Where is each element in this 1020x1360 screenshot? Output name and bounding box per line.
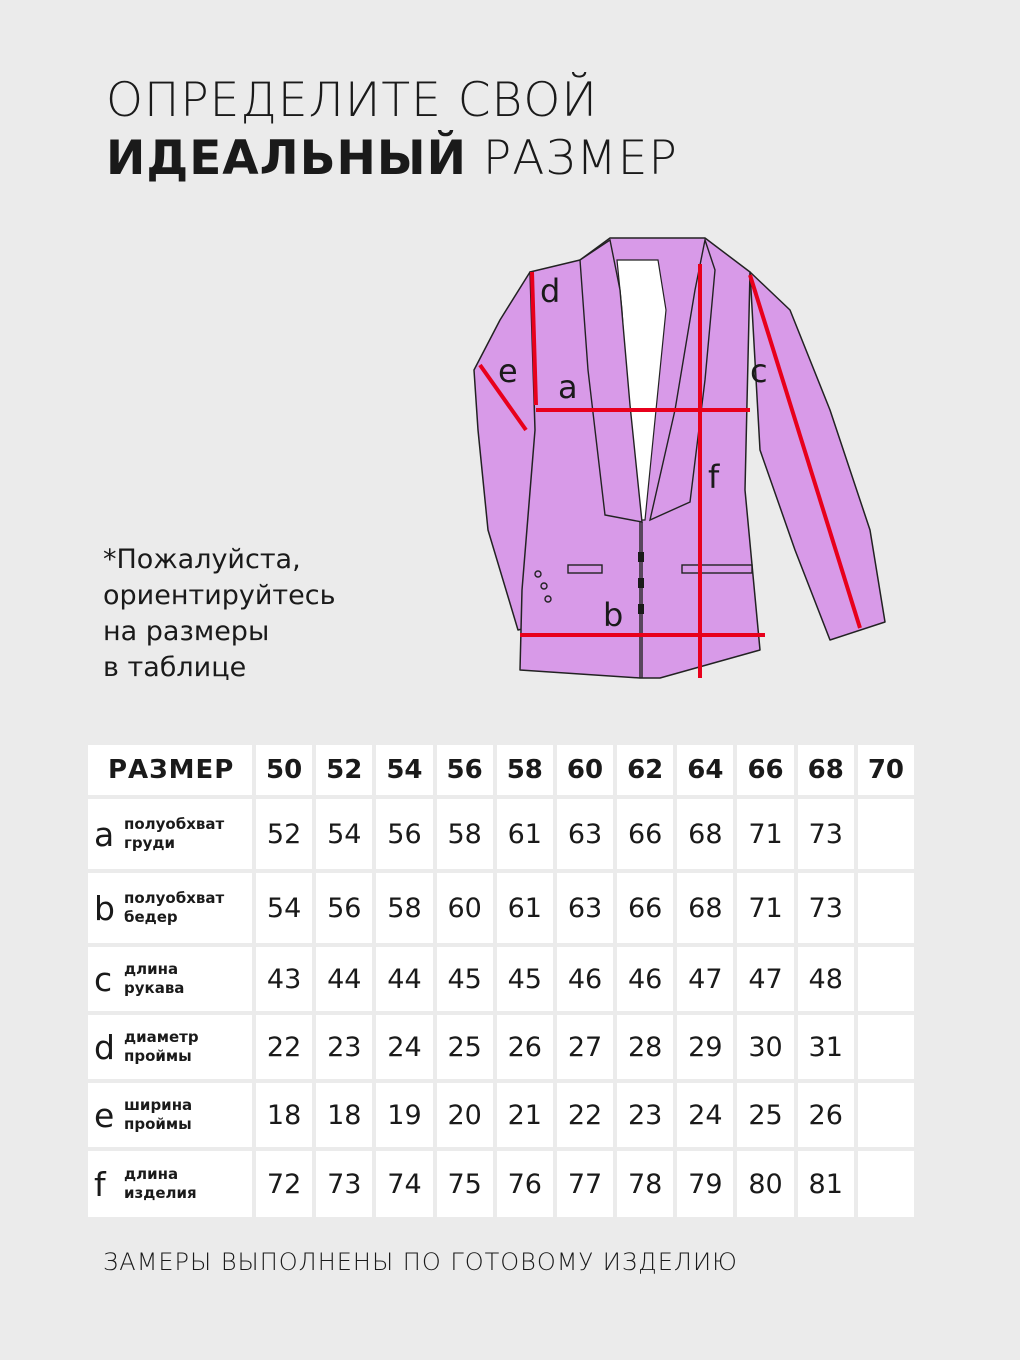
table-cell: 80 — [737, 1151, 793, 1217]
table-cell: 73 — [316, 1151, 372, 1217]
row-description: длина изделия — [124, 1165, 197, 1202]
size-header-cell: 64 — [677, 745, 733, 795]
table-cell: 24 — [677, 1083, 733, 1147]
size-header-cell: 62 — [617, 745, 673, 795]
row-description: полуобхват бедер — [124, 889, 225, 926]
table-cell: 24 — [376, 1015, 432, 1079]
table-cell — [858, 799, 914, 869]
table-cell: 52 — [256, 799, 312, 869]
row-description: диаметр проймы — [124, 1028, 199, 1065]
row-label-b — [88, 873, 252, 943]
title-rest-word: РАЗМЕР — [482, 131, 678, 186]
table-cell: 68 — [677, 873, 733, 943]
title-line-2 — [106, 130, 678, 188]
size-header-cell: 58 — [497, 745, 553, 795]
row-letter: b — [94, 888, 115, 928]
row-label-a — [88, 799, 252, 869]
table-cell: 43 — [256, 947, 312, 1011]
table-cell: 66 — [617, 799, 673, 869]
table-cell: 30 — [737, 1015, 793, 1079]
size-header-cell: 54 — [376, 745, 432, 795]
size-header-cell: 68 — [798, 745, 854, 795]
row-label-e — [88, 1083, 252, 1147]
row-label-c — [88, 947, 252, 1011]
table-cell: 29 — [677, 1015, 733, 1079]
row-letter: a — [94, 814, 115, 854]
table-cell — [858, 1083, 914, 1147]
row-label-f — [88, 1151, 252, 1217]
table-cell: 46 — [617, 947, 673, 1011]
title-bold-word: ИДЕАЛЬНЫЙ — [106, 131, 467, 186]
size-header-cell: 52 — [316, 745, 372, 795]
title-line-1: ОПРЕДЕЛИТЕ СВОЙ — [106, 73, 598, 128]
table-cell: 25 — [737, 1083, 793, 1147]
row-letter: f — [94, 1164, 106, 1204]
table-cell: 61 — [497, 873, 553, 943]
right-sleeve — [750, 272, 885, 640]
table-cell: 45 — [497, 947, 553, 1011]
table-cell: 27 — [557, 1015, 613, 1079]
footer-note: ЗАМЕРЫ ВЫПОЛНЕНЫ ПО ГОТОВОМУ ИЗДЕЛИЮ — [103, 1248, 738, 1276]
size-header-cell: 50 — [256, 745, 312, 795]
table-cell: 78 — [617, 1151, 673, 1217]
table-cell: 31 — [798, 1015, 854, 1079]
label-b: b — [603, 596, 624, 634]
table-cell: 74 — [376, 1151, 432, 1217]
table-cell: 22 — [557, 1083, 613, 1147]
table-cell: 71 — [737, 799, 793, 869]
label-f: f — [708, 458, 720, 496]
table-cell: 46 — [557, 947, 613, 1011]
table-cell: 60 — [437, 873, 493, 943]
row-letter: e — [94, 1095, 115, 1135]
table-header-label: РАЗМЕР — [88, 745, 252, 795]
table-cell: 66 — [617, 873, 673, 943]
label-c: c — [750, 352, 768, 390]
label-a: a — [558, 368, 578, 406]
table-cell: 20 — [437, 1083, 493, 1147]
table-cell — [858, 947, 914, 1011]
table-cell: 26 — [798, 1083, 854, 1147]
size-header-cell: 66 — [737, 745, 793, 795]
table-cell: 63 — [557, 799, 613, 869]
table-cell: 54 — [316, 799, 372, 869]
table-cell: 72 — [256, 1151, 312, 1217]
table-cell: 71 — [737, 873, 793, 943]
table-cell: 73 — [798, 873, 854, 943]
table-cell: 19 — [376, 1083, 432, 1147]
table-cell: 56 — [316, 873, 372, 943]
table-cell: 58 — [376, 873, 432, 943]
table-cell — [858, 1015, 914, 1079]
table-cell: 28 — [617, 1015, 673, 1079]
table-cell: 26 — [497, 1015, 553, 1079]
table-cell: 45 — [437, 947, 493, 1011]
row-description: ширина проймы — [124, 1096, 193, 1133]
row-description: длина рукава — [124, 960, 185, 997]
row-label-d — [88, 1015, 252, 1079]
table-cell: 75 — [437, 1151, 493, 1217]
row-letter: d — [94, 1027, 115, 1067]
table-cell: 21 — [497, 1083, 553, 1147]
table-cell: 77 — [557, 1151, 613, 1217]
table-cell: 47 — [737, 947, 793, 1011]
table-cell: 54 — [256, 873, 312, 943]
table-cell: 58 — [437, 799, 493, 869]
table-cell: 79 — [677, 1151, 733, 1217]
table-cell — [858, 873, 914, 943]
row-letter: c — [94, 959, 113, 999]
table-cell: 44 — [316, 947, 372, 1011]
size-note: *Пожалуйста, ориентируйтесь на размеры в таблице — [103, 544, 336, 683]
table-cell: 61 — [497, 799, 553, 869]
size-header-cell: 56 — [437, 745, 493, 795]
table-cell: 48 — [798, 947, 854, 1011]
table-cell: 22 — [256, 1015, 312, 1079]
table-cell: 44 — [376, 947, 432, 1011]
table-cell: 73 — [798, 799, 854, 869]
size-table — [88, 745, 914, 1217]
table-cell: 25 — [437, 1015, 493, 1079]
table-cell: 81 — [798, 1151, 854, 1217]
label-e: e — [498, 352, 518, 390]
table-cell: 23 — [617, 1083, 673, 1147]
table-cell — [858, 1151, 914, 1217]
table-cell: 56 — [376, 799, 432, 869]
table-cell: 76 — [497, 1151, 553, 1217]
table-cell: 68 — [677, 799, 733, 869]
table-cell: 18 — [316, 1083, 372, 1147]
size-header-cell: 70 — [858, 745, 914, 795]
table-cell: 63 — [557, 873, 613, 943]
table-cell: 23 — [316, 1015, 372, 1079]
label-d: d — [540, 272, 561, 310]
page-title — [106, 72, 678, 188]
table-cell: 47 — [677, 947, 733, 1011]
row-description: полуобхват груди — [124, 815, 225, 852]
table-cell: 18 — [256, 1083, 312, 1147]
size-header-cell: 60 — [557, 745, 613, 795]
jacket-diagram — [460, 230, 900, 690]
